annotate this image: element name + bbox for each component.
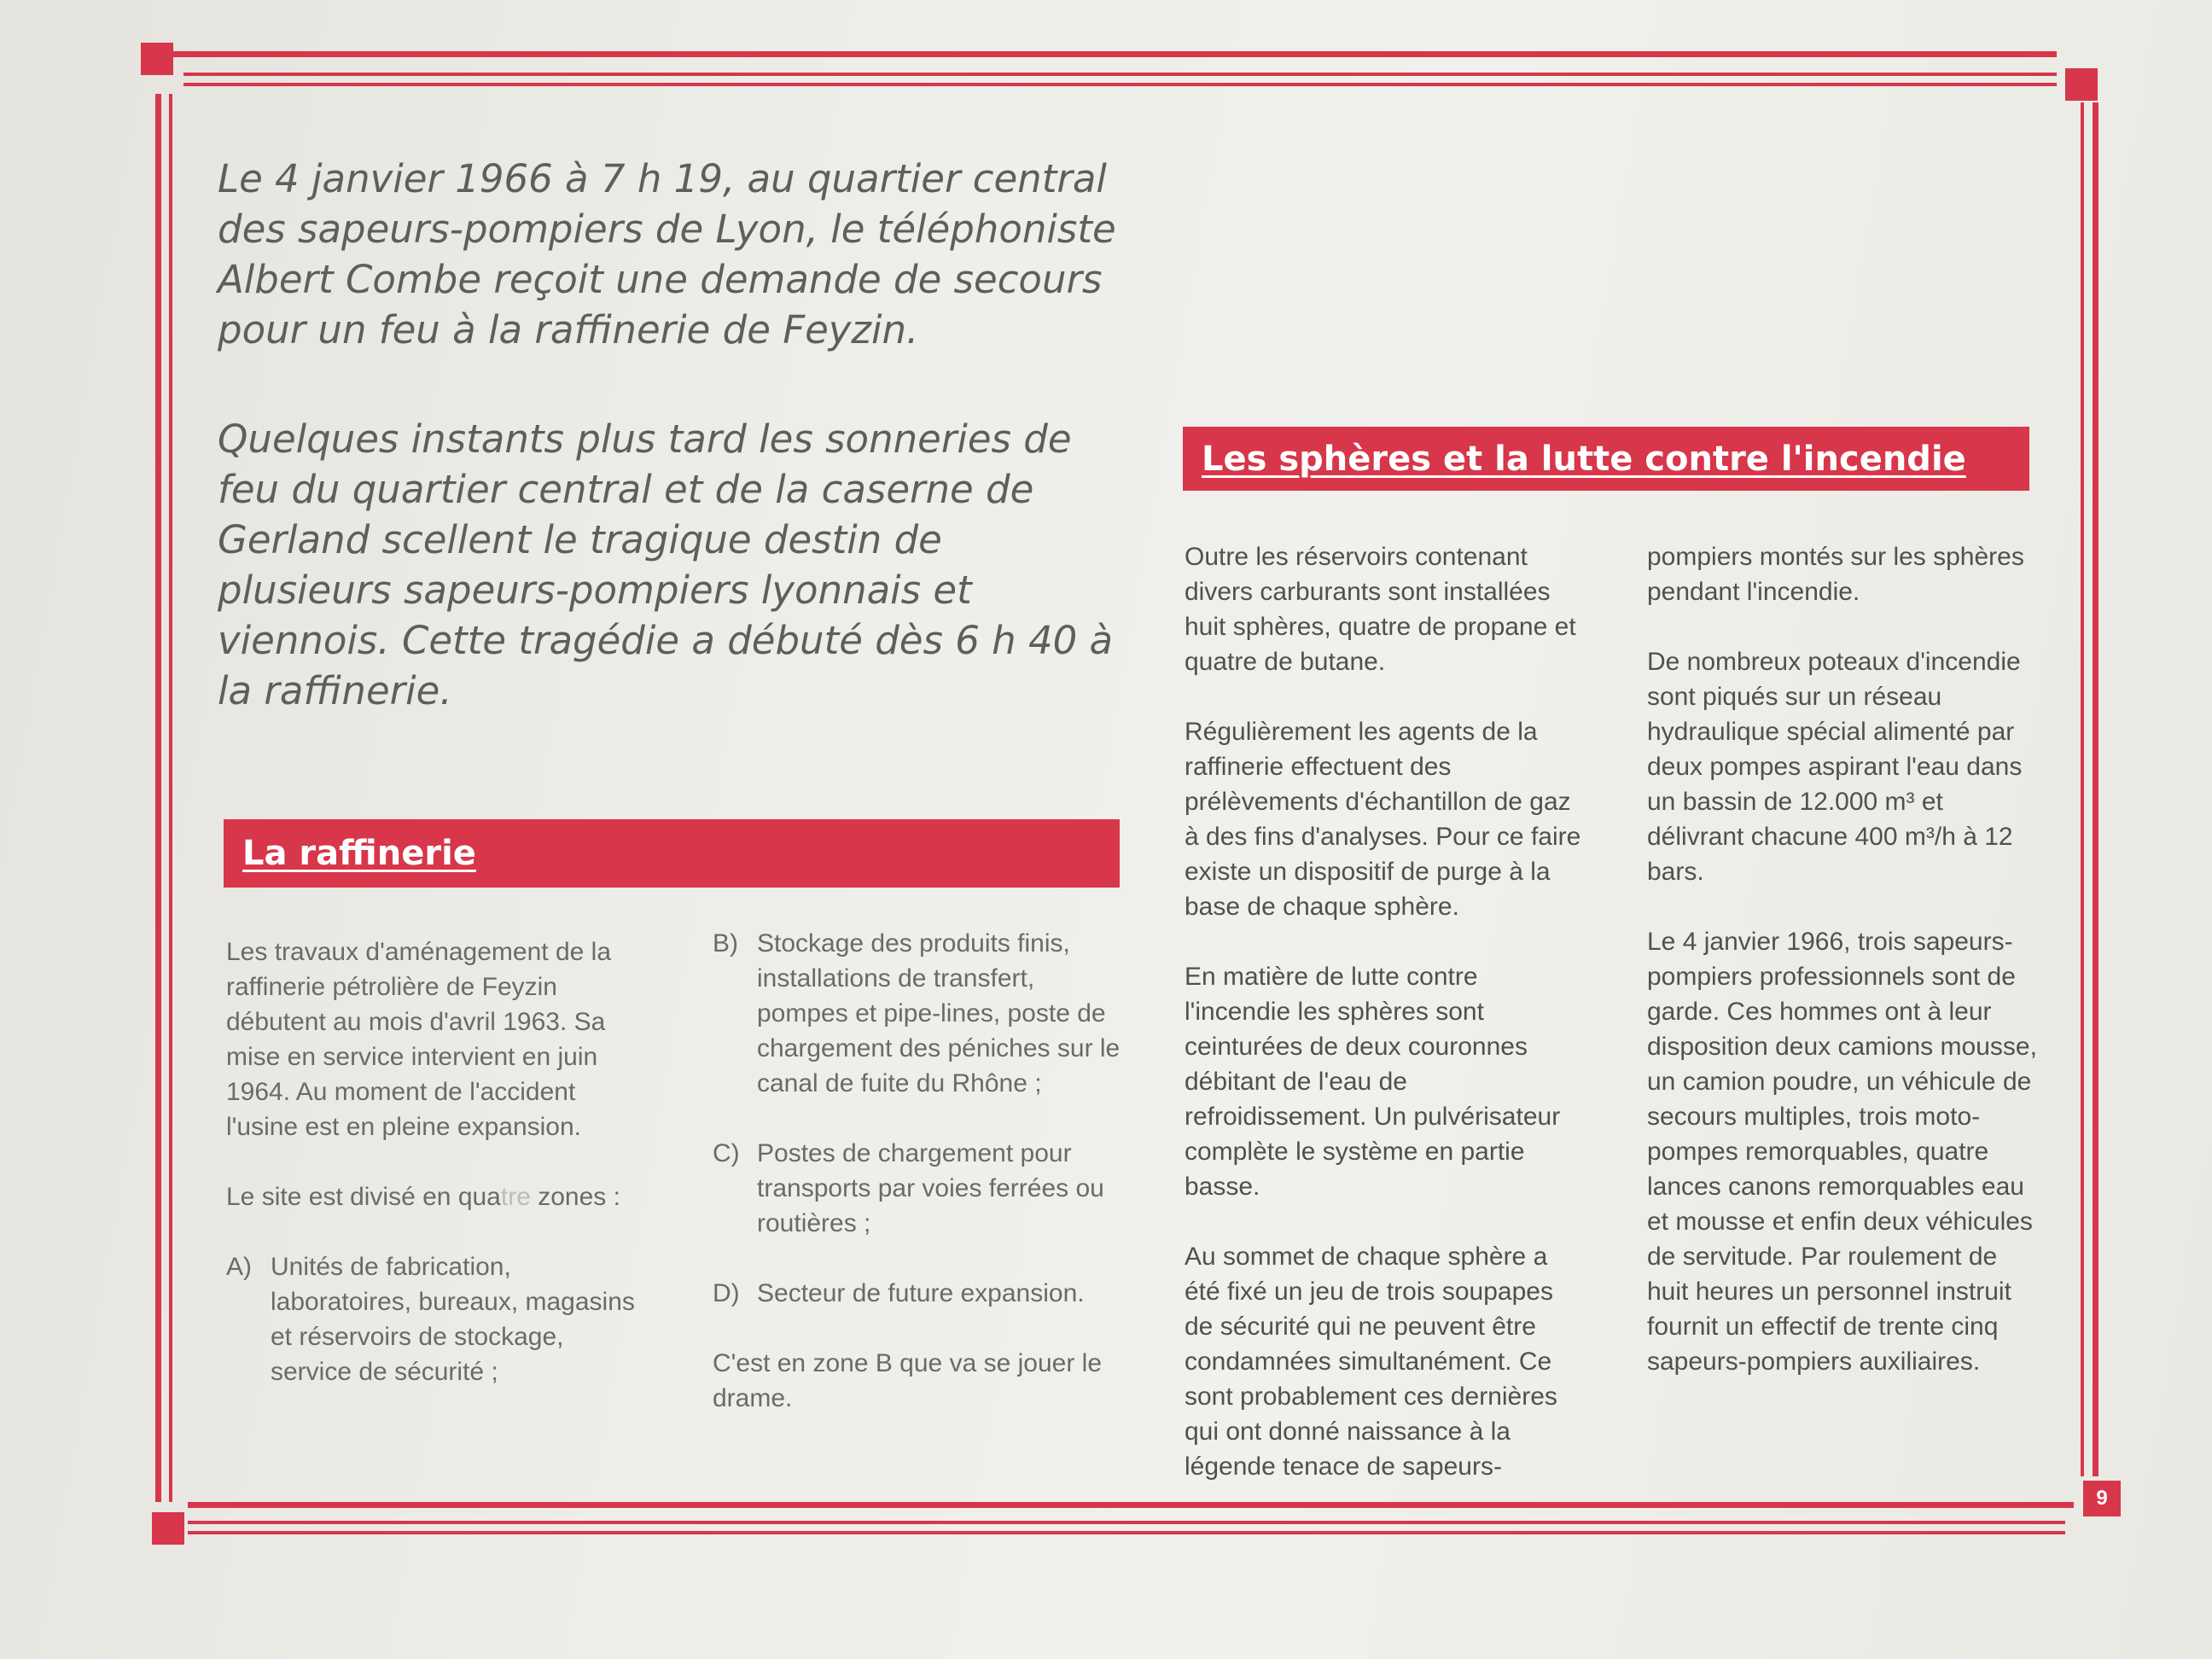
frame-top-line-inner (183, 73, 2057, 76)
frame-bottom-line-inner (188, 1521, 2065, 1524)
section-heading-raffinerie (224, 819, 1120, 888)
frame-right-line-inner (2081, 102, 2084, 1476)
frame-corner-bottom-left (152, 1512, 184, 1545)
spheres-paragraph: Régulièrement les agents de la raffinerie effectuent des prélèvements d'échantillon de gaz à des fins d'analyses. Pour ce faire existe un dispositif de purge à la base de chaque sphère. (1185, 718, 1581, 921)
zones-intro-faded-text: tre (500, 1183, 531, 1211)
zone-item-c (713, 1136, 1126, 1241)
zone-text: Secteur de future expansion. (757, 1279, 1085, 1307)
frame-bottom-line-inner2 (188, 1531, 2065, 1534)
section-heading-raffinerie-text: La raffinerie (242, 834, 476, 873)
zone-item-a (226, 1249, 644, 1389)
section-heading-spheres-text: Les sphères et la lutte contre l'incendie (1202, 439, 1966, 479)
section-heading-spheres (1183, 427, 2029, 491)
raffinerie-column-right (713, 926, 1126, 1451)
frame-corner-top-left (141, 43, 173, 75)
frame-bottom-line-outer (188, 1502, 2074, 1508)
frame-left-line-inner (169, 94, 172, 1502)
spheres-column-2 (1647, 539, 2040, 1414)
intro-paragraph-2: Quelques instants plus tard les sonneries de feu du quartier central et de la caserne de Gerland scellent le tragique destin de plusieurs sapeurs-pompiers lyonnais et viennois. Cette tragédie a débuté dès 6 h 40 à la raffinerie. (218, 416, 1114, 713)
raffinerie-closing: C'est en zone B que va se jouer le drame. (713, 1349, 1103, 1412)
zone-label: B) (713, 929, 738, 958)
spheres-paragraph: Au sommet de chaque sphère a été fixé un jeu de trois soupapes de sécurité qui ne peuvent être condamnées simultanément. Ce sont probablement ces dernières qui ont donné naissance à la légende tenace de sapeurs- (1185, 1243, 1557, 1481)
raffinerie-column-left (226, 934, 644, 1424)
frame-right-line-outer (2093, 102, 2098, 1476)
spheres-paragraph: Le 4 janvier 1966, trois sapeurs-pompiers professionnels sont de garde. Ces hommes ont à leur disposition deux camions mousse, un camion poudre, un véhicule de secours multiples, trois moto-pompes remorquables, quatre lances canons remorquables eau et mousse et enfin deux véhicules de servitude. Par roulement de huit heures un personnel instruit fournit un effectif de trente cinq sapeurs-pompiers auxiliaires. (1647, 928, 2037, 1376)
zone-label: C) (713, 1139, 740, 1167)
spheres-column-1 (1185, 539, 1586, 1519)
zone-text: Stockage des produits finis, installations de transfert, pompes et pipe-lines, poste de chargement des péniches sur le canal de fuite du Rhône ; (757, 929, 1121, 1097)
zone-text: Unités de fabrication, laboratoires, bureaux, magasins et réservoirs de stockage, service de sécurité ; (271, 1253, 635, 1386)
frame-top-line-inner2 (183, 83, 2057, 86)
spheres-paragraph: En matière de lutte contre l'incendie les sphères sont ceinturées de deux couronnes débitant de l'eau de refroidissement. Un pulvérisateur complète le système en partie basse. (1185, 963, 1561, 1201)
frame-top-line-outer (171, 51, 2057, 57)
frame-left-line-outer (155, 94, 161, 1502)
spheres-paragraph: Outre les réservoirs contenant divers carburants sont installées huit sphères, quatre de propane et quatre de butane. (1185, 543, 1576, 676)
zone-item-b (713, 926, 1126, 1101)
raffinerie-zones-intro (226, 1179, 644, 1214)
spheres-paragraph: pompiers montés sur les sphères pendant l'incendie. (1647, 543, 2024, 606)
zones-intro-end: zones : (538, 1183, 620, 1211)
spheres-paragraph: De nombreux poteaux d'incendie sont piqués sur un réseau hydraulique spécial alimenté par deux pompes aspirant l'eau dans un bassin de 12.000 m³ et délivrant chacune 400 m³/h à 12 bars. (1647, 648, 2023, 886)
zone-label: A) (226, 1253, 252, 1281)
page-number: 9 (2083, 1481, 2121, 1516)
raffinerie-intro-paragraph: Les travaux d'aménagement de la raffinerie pétrolière de Feyzin débutent au mois d'avril 1963. Sa mise en service intervient en juin 1964. Au moment de l'accident l'usine est en pleine expansion. (226, 938, 612, 1141)
zone-item-d (713, 1276, 1126, 1311)
frame-corner-top-right (2065, 68, 2098, 101)
zone-label: D) (713, 1279, 740, 1307)
intro-paragraph-1: Le 4 janvier 1966 à 7 h 19, au quartier central des sapeurs-pompiers de Lyon, le téléphoniste Albert Combe reçoit une demande de secours pour un feu à la raffinerie de Feyzin. (218, 156, 1116, 352)
zones-intro-text: Le site est divisé en qua (226, 1183, 501, 1211)
zone-text: Postes de chargement pour transports par voies ferrées ou routières ; (757, 1139, 1104, 1237)
